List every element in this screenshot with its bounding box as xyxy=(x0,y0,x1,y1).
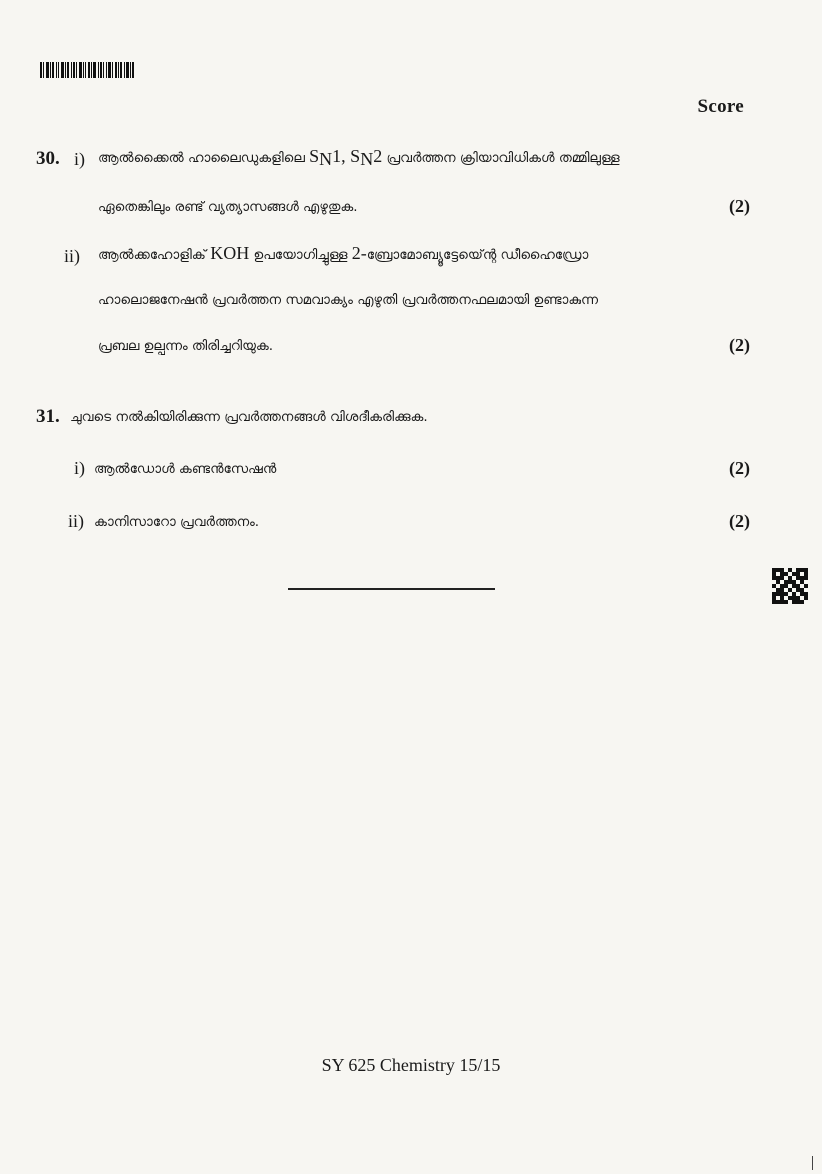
end-rule xyxy=(288,588,495,590)
question-30-part-i-line-1: ആൽക്കൈൽ ഹാലൈഡുകളിലെ $S_N1$, $S_N2$ പ്രവർത്തന ക്രിയാവിധികൾ തമ്മിലുള്ള xyxy=(98,146,620,169)
question-31-part-i-text: ആൽഡോൾ കണ്ടൻസേഷൻ xyxy=(94,461,277,477)
question-30-part-i-marks: (2) xyxy=(729,196,750,216)
question-31-number: 31. xyxy=(36,406,60,427)
question-31-part-i-marks: (2) xyxy=(729,458,750,478)
question-31-part-ii-marks: (2) xyxy=(729,511,750,531)
edge-mark xyxy=(812,1156,813,1170)
question-30-part-ii-line-3: പ്രബല ഉല്പന്നം തിരിച്ചറിയുക. xyxy=(98,338,274,354)
score-heading: Score xyxy=(697,96,744,117)
qr-code xyxy=(772,568,808,604)
question-30-part-ii-line-2: ഹാലൊജനേഷൻ പ്രവർത്തന സമവാക്യം എഴുതി പ്രവർത്തനഫലമായി ഉണ്ടാകുന്ന xyxy=(98,292,599,308)
question-31-stem: ചുവടെ നൽകിയിരിക്കുന്ന പ്രവർത്തനങ്ങൾ വിശദീകരിക്കുക. xyxy=(70,409,428,425)
question-30-part-ii-marks: (2) xyxy=(729,335,750,355)
question-31-part-i-label: i) xyxy=(74,458,85,478)
question-30-part-ii-label: ii) xyxy=(64,246,80,266)
barcode xyxy=(40,62,146,78)
question-31-part-ii-label: ii) xyxy=(68,511,84,531)
page-footer: SY 625 Chemistry 15/15 xyxy=(321,1055,501,1075)
question-30-number: 30. xyxy=(36,148,60,169)
question-31-part-ii-text: കാനിസാറോ പ്രവർത്തനം. xyxy=(94,514,260,530)
question-30-part-ii-line-1: ആൽക്കഹോളിക് KOH ഉപയോഗിച്ചുള്ള 2-ബ്രോമോബ്യൂട്ടേയ്ന്റെ ഡീഹൈഡ്രോ xyxy=(98,243,589,263)
question-30-part-i-label: i) xyxy=(74,149,85,169)
question-30-part-i-line-2: ഏതെങ്കിലും രണ്ട് വ്യത്യാസങ്ങൾ എഴുതുക. xyxy=(98,199,358,215)
